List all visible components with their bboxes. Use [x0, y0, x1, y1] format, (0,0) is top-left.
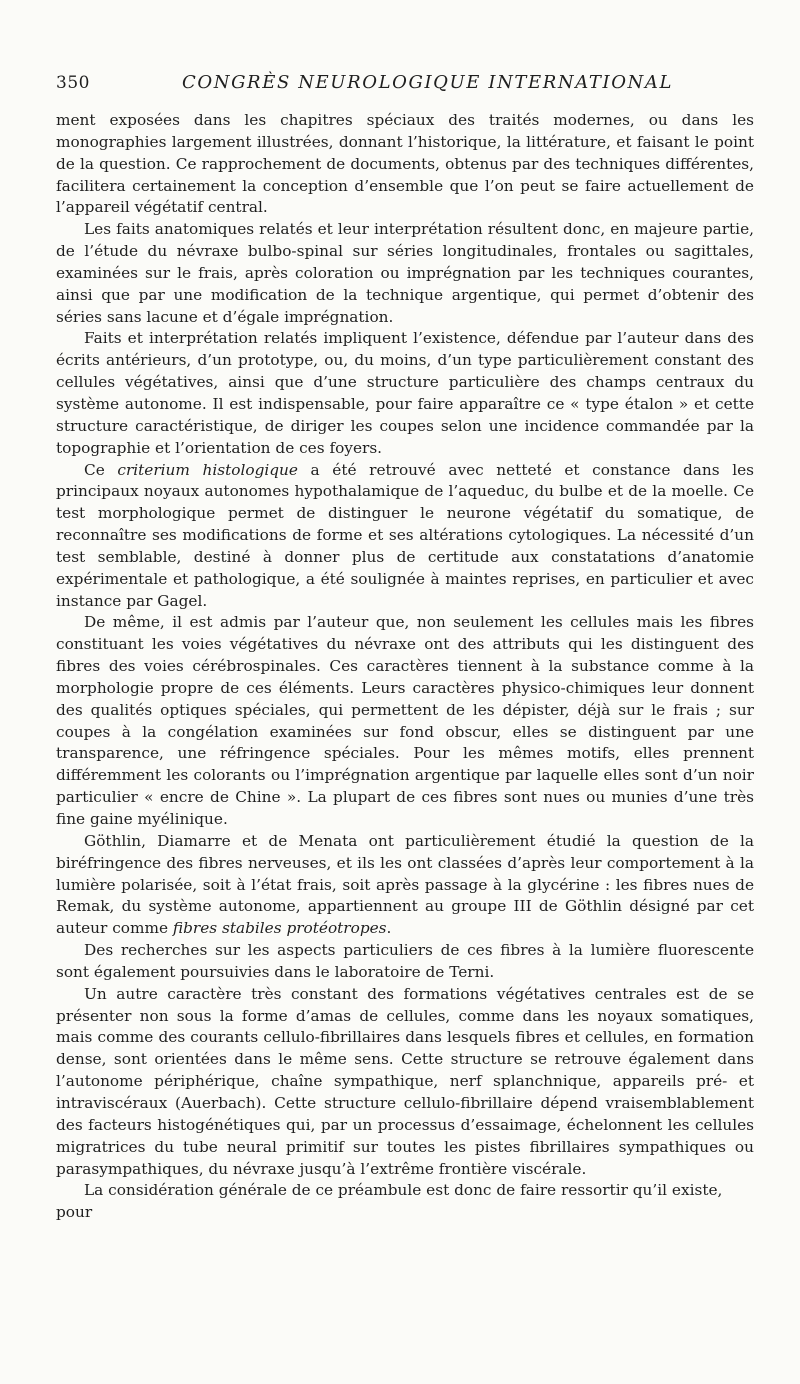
paragraph-6: Göthlin, Diamarre et de Menata ont particulièrement étudié la question de la biréfringence des fibres nerveuses, et ils les ont classées d’après leur comportement à la lumière polarisée, soit à l’état frais, soit après passage à la glycérine : les fibres nues de Remak, du système autonome, appartiennent au groupe III de Göthlin désigné par cet auteur comme fibres stabiles protéotropes.: [56, 831, 754, 938]
paragraph-8: Un autre caractère très constant des formations végétatives centrales est de se présenter non sous la forme d’amas de cellules, comme dans les noyaux somatiques, mais comme des courants cellulo-fibrillaires dans lesquels fibres et cellules, en formation dense, sont orientées dans le même sens. Cette structure se retrouve également dans l’autonome périphérique, chaîne sympathique, nerf splanchnique, appareils pré- et intraviscéraux (Auerbach). Cette structure cellulo-fibrillaire dépend vraisemblablement des facteurs histogénétiques qui, par un processus d’essaimage, échelonnent les cellules migratrices du tube neural primitif sur toutes les pistes fibrillaires sympathiques ou parasympathiques, du névraxe jusqu’à l’extrême frontière viscérale.: [56, 984, 754, 1178]
paragraph-7: Des recherches sur les aspects particuliers de ces fibres à la lumière fluorescente sont également poursuivies dans le laboratoire de Terni.: [56, 941, 754, 981]
paragraph-5: De même, il est admis par l’auteur que, non seulement les cellules mais les fibres constituant les voies végétatives du névraxe ont des attributs qui les distinguent des fibres des voies cérébrospinales. Ces caractères tiennent à la substance comme à la morphologie propre de ces éléments. Leurs caractères physico-chimiques leur donnent des qualités optiques spéciales, qui permettent de les dépister, déjà sur le frais ; sur coupes à la congélation examinées sur fond obscur, elles se distinguent par une transparence, une réfringence spéciales. Pour les mêmes motifs, elles prennent différemment les colorants ou l’imprégnation argentique par laquelle elles sont d’un noir particulier « encre de Chine ». La plupart de ces fibres sont nues ou munies d’une très fine gaine myélinique.: [56, 613, 754, 828]
paragraph-2: Les faits anatomiques relatés et leur interprétation résultent donc, en majeure partie, de l’étude du névraxe bulbo-spinal sur séries longitudinales, frontales ou sagittales, examinées sur le frais, après coloration ou imprégnation par les techniques courantes, ainsi que par une modification de la technique argentique, qui permet d’obtenir des séries sans lacune et d’égale imprégnation.: [56, 220, 754, 326]
paragraph-9: La considération générale de ce préambule est donc de faire ressortir qu’il existe, pour: [56, 1181, 723, 1222]
paragraph-4: Ce criterium histologique a été retrouvé avec netteté et constance dans les principaux noyaux autonomes hypothalamique de l’aqueduc, du bulbe et de la moelle. Ce test morphologique permet de distinguer le neurone végétatif du somatique, de reconnaître ses modifications de forme et ses altérations cytologiques. La nécessité d’un test semblable, destiné à donner plus de certitude aux constatations d’anatomie expérimentale et pathologique, a été soulignée à maintes reprises, en particulier et avec instance par Gagel.: [56, 460, 754, 610]
body-text: [56, 110, 754, 1224]
paragraph-3: Faits et interprétation relatés impliquent l’existence, défendue par l’auteur dans des écrits antérieurs, d’un prototype, ou, du moins, d’un type particulièrement constant des cellules végétatives, ainsi que d’une structure particulière des champs centraux du système autonome. Il est indispensable, pour faire apparaître ce « type étalon » et cette structure caractéristique, de diriger les coupes selon une incidence commandée par la topographie et l’orientation de ces foyers.: [56, 329, 754, 457]
italic-term: criterium histologique: [117, 460, 298, 479]
document-page: [56, 72, 754, 1224]
page-header: [56, 72, 754, 102]
italic-term: fibres stabiles protéotropes: [172, 919, 387, 938]
running-title: CONGRÈS NEUROLOGIQUE INTERNATIONAL: [182, 72, 674, 93]
paragraph-1: ment exposées dans les chapitres spéciaux des traités modernes, ou dans les monographies largement illustrées, donnant l’historique, la littérature, et faisant le point de la question. Ce rapprochement de documents, obtenus par des techniques différentes, facilitera certainement la conception d’ensemble que l’on peut se faire actuellement de l’appareil végétatif central.: [56, 111, 754, 217]
page-number: 350: [56, 73, 90, 93]
